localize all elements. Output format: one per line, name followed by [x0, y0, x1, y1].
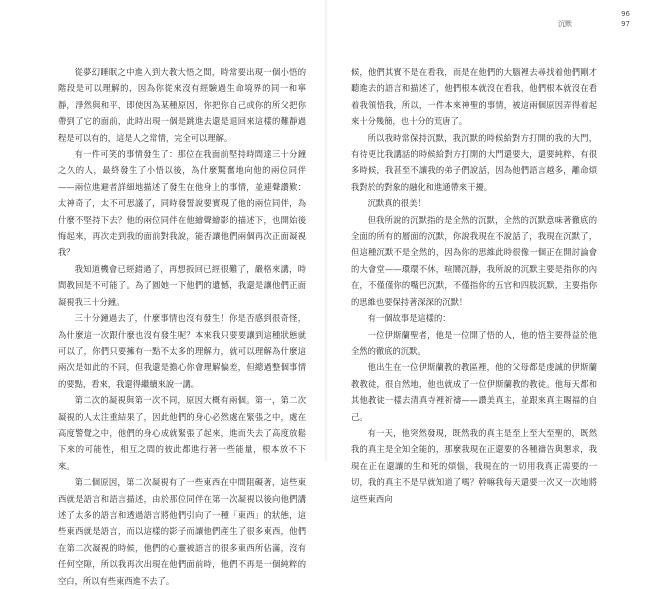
page-number: 97 [621, 20, 630, 28]
paragraph: 他出生在一位伊斯蘭教的教區裡，他的父母都是虔誠的伊斯蘭教教徒，很自然地，他也就成了一位伊斯蘭教的教徒。他每天都和其他教徒一樣去清真寺裡祈禱——讚美真主，並跟來真主賜福的自己。 [351, 362, 597, 422]
paragraph: 沉默真的很美！ [367, 198, 426, 209]
paragraph: 但我所說的沉默指的是全然的沉默，全然的沉默意味著徹底的全面的所有的層面的沉默，你說我現在不說話了，我現在沉默了，但這種沉默不是全然的，因為你的思維此時很像一個正在開討論會的大會堂——環環不休，喧鬧沉靜，我所說的沉默主要是指你的內在，不僅僅你的嘴巴沉默，不僅指你的五官和四肢沉默，主要指你的思維也要保持著深深的沉默！ [351, 214, 597, 307]
left-page [58, 64, 306, 589]
paragraph: 所以我時常保持沉默，我沉默的時候給對方打開的我的大門，有待更比我講話的時候給對方打開的大門還要大，還要純粹，有很多時候，我甚至不讓我的弟子們說話，因為他們語言越多，離命煩我對於的對象的融化和進通帶來干擾。 [351, 132, 597, 192]
book-gutter [324, 0, 328, 461]
paragraph: 三十分鐘過去了，什麼事情也沒有發生！你是否感到很奇怪，為什麼這一次跟什麼也沒有發生呢？本來我只要要讓到這種狀態就可以了，你們只要擁有一點不太多的理解力，就可以理解為什麼這兩次是如此的不同，但我還是擔心你會理解偏差，但總過整個事情的要點，看來，我還得繼續來說一講。 [58, 313, 306, 389]
running-title: 沉默 [558, 20, 572, 28]
paragraph: 有一件可笑的事情發生了：那位在我面前堅持時間達三十分鐘之久的人，最終發生了小悟以後，為什麼驚奮地向他的兩位同伴——兩位進避者詳細地描述了發生在他身上的事情，並連聲讚歎：太神奇了，太不可思議了，同時發誓說要實現了他的兩位同伴，為什麼不堅持下去？他的兩位同伴在他繪聲繪影的描述下，也開始後悔起來，再次走到我的面前對我說，能否讓他們兩個再次正面凝視我？ [58, 149, 306, 258]
paragraph: 有一個故事是這樣的： [367, 313, 451, 324]
paragraph: 有一天，他突然發現，既然我的真主是至上至大至聖的，既然我的真主是全知全能的，那麼我現在正還要的各種禱告與懇求，我現在正在還讓的生和死的煩惱，我現在的一切用我真正需要的一切，我的真主不是早就知道了嗎？幹嘛我每天還要一次又一次地將這些東西向 [351, 427, 597, 504]
paragraph: 第二個原因，第二次凝視有了一些東西在中間阻礙著，這些東西就是語言和語言描述，由於那位同伴在第一次凝視以後向他們講述了太多的語言和透過語言將他們引向了一種「東西」的狀態，這些東西就是語言，而以這樣的影子而讓他們產生了很多東西，他們在第二次凝視的時候，他們的心靈被語言的很多東西所佔滿，沒有任何空隙，所以我再次出現在他們面前時，他們不再是一個純粹的空白，所以有些東西進不去了。 [58, 477, 306, 586]
paragraph: 候，他們其實不是在看我，而是在他們的大腦裡去尋找着他們剛才聽進去的語言和描述了，他們根本就沒在看我，他們根本就沒在看着我領悟我，所以，一件本來神聖的事情，被這兩個原因弄得着起來十分幾簡，也十分的荒唐了。 [351, 67, 597, 127]
paragraph: 我知道機會已經錯過了，再想扳回已經很難了，嚴格來講，時間教回是不可能了。為了圓她一下他們的遺憾，我還是讓他們正面凝視我三十分鐘。 [58, 263, 306, 307]
paragraph: 一位伊斯蘭聖者，他是一位開了悟的人，他的悟主要得益於他全然的徹底的沉默。 [351, 329, 597, 356]
paragraph: 從夢幻睡眠之中進入到大教大悟之間，時常要出現一個小悟的階段是可以理解的，因為你從來沒有經驗過生命境界的同一和寧靜，淨然與和平，即使因為某種原因，你把你自己或你的所父把你帶到了它的面前，此時出現一個是跳進去還是退回來這樣的難靜過程是可以有的，這是人之常情，完全可以理解。 [58, 67, 306, 143]
right-page [351, 64, 597, 507]
header-page-number-top: 96 [621, 10, 630, 18]
paragraph: 第二次的凝視與第一次不同，原因大概有兩個。第一，第二次凝視的人太注重結果了，因此他們的身心必然處在緊張之中，處在高度警覺之中，他們的身心成就緊張了起來，進而失去了高度放鬆下來的可能性，相互之間的彼此都進行著一些能量，根本放不下來。 [58, 395, 306, 471]
